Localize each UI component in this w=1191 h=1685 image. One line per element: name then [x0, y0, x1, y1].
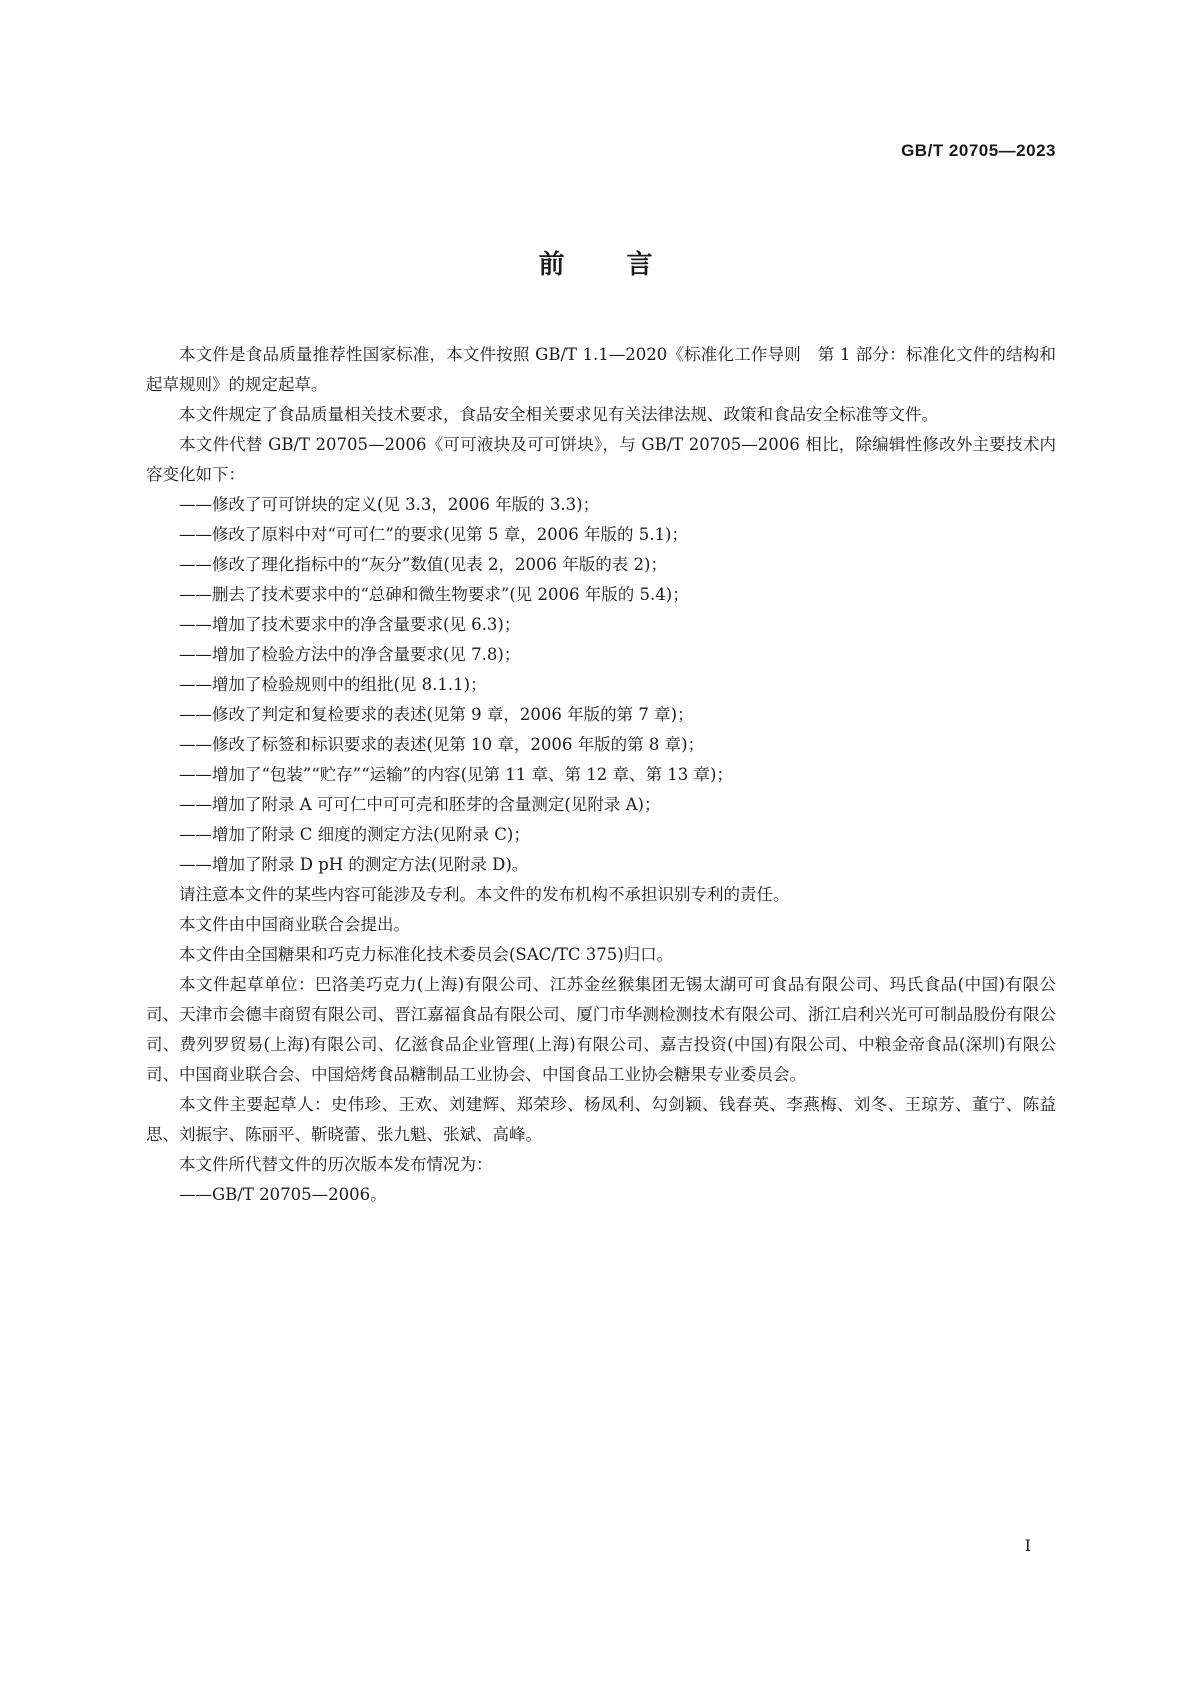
change-item: ——增加了技术要求中的净含量要求(见 6.3)；	[179, 615, 521, 634]
change-item: ——增加了检验规则中的组批(见 8.1.1)；	[179, 675, 487, 694]
drafting-units: 本文件起草单位：巴洛美巧克力(上海)有限公司、江苏金丝猴集团无锡太湖可可食品有限公司、玛氏食品(中国)有限公司、天津市会德丰商贸有限公司、晋江嘉福食品有限公司、厦门市华测检测技术有限公司、浙江启利兴光可可制品股份有限公司、费列罗贸易(上海)有限公司、亿滋食品企业管理(上海)有限公司、嘉吉投资(中国)有限公司、中粮金帝食品(深圳)有限公司、中国商业联合会、中国焙烤食品糖制品工业协会、中国食品工业协会糖果专业委员会。	[146, 975, 1056, 1084]
change-item: ——修改了可可饼块的定义(见 3.3，2006 年版的 3.3)；	[179, 495, 600, 514]
change-item: ——增加了附录 C 细度的测定方法(见附录 C)；	[179, 825, 530, 844]
scope-paragraph: 本文件规定了食品质量相关技术要求，食品安全相关要求见有关法律法规、政策和食品安全标准等文件。	[179, 405, 938, 424]
change-item: ——删去了技术要求中的“总砷和微生物要求”(见 2006 年版的 5.4)；	[179, 585, 689, 604]
proposed-by: 本文件由中国商业联合会提出。	[179, 915, 410, 934]
foreword-body	[146, 340, 1056, 1210]
jurisdiction: 本文件由全国糖果和巧克力标准化技术委员会(SAC/TC 375)归口。	[179, 945, 674, 964]
history-intro: 本文件所代替文件的历次版本发布情况为：	[179, 1155, 493, 1174]
change-item: ——修改了理化指标中的“灰分”数值(见表 2，2006 年版的表 2)；	[179, 555, 667, 574]
page-number: I	[1024, 1536, 1031, 1555]
change-item: ——增加了附录 D pH 的测定方法(见附录 D)。	[179, 855, 529, 874]
change-item: ——修改了原料中对“可可仁”的要求(见第 5 章，2006 年版的 5.1)；	[179, 525, 688, 544]
standard-code: GB/T 20705—2023	[901, 141, 1056, 160]
drafters: 本文件主要起草人：史伟珍、王欢、刘建辉、郑荣珍、杨凤利、勾剑颖、钱春英、李燕梅、刘冬、王琼芳、董宁、陈益思、刘振宇、陈丽平、靳晓蕾、张九魁、张斌、高峰。	[146, 1095, 1056, 1144]
change-item: ——增加了检验方法中的净含量要求(见 7.8)；	[179, 645, 521, 664]
change-item: ——修改了判定和复检要求的表述(见第 9 章，2006 年版的第 7 章)；	[179, 705, 694, 724]
history-item: ——GB/T 20705—2006。	[179, 1185, 387, 1204]
page-title: 前言	[538, 250, 715, 280]
replaces-paragraph: 本文件代替 GB/T 20705—2006《可可液块及可可饼块》，与 GB/T 20705—2006 相比，除编辑性修改外主要技术内容变化如下：	[146, 435, 1056, 484]
change-item: ——增加了附录 A 可可仁中可可壳和胚芽的含量测定(见附录 A)；	[179, 795, 661, 814]
change-item: ——修改了标签和标识要求的表述(见第 10 章，2006 年版的第 8 章)；	[179, 735, 705, 754]
change-item: ——增加了“包装”“贮存”“运输”的内容(见第 11 章、第 12 章、第 13 章)；	[179, 765, 733, 784]
patent-notice: 请注意本文件的某些内容可能涉及专利。本文件的发布机构不承担识别专利的责任。	[179, 885, 790, 904]
intro-paragraph: 本文件是食品质量推荐性国家标准，本文件按照 GB/T 1.1—2020《标准化工作导则 第 1 部分：标准化文件的结构和起草规则》的规定起草。	[146, 345, 1056, 394]
